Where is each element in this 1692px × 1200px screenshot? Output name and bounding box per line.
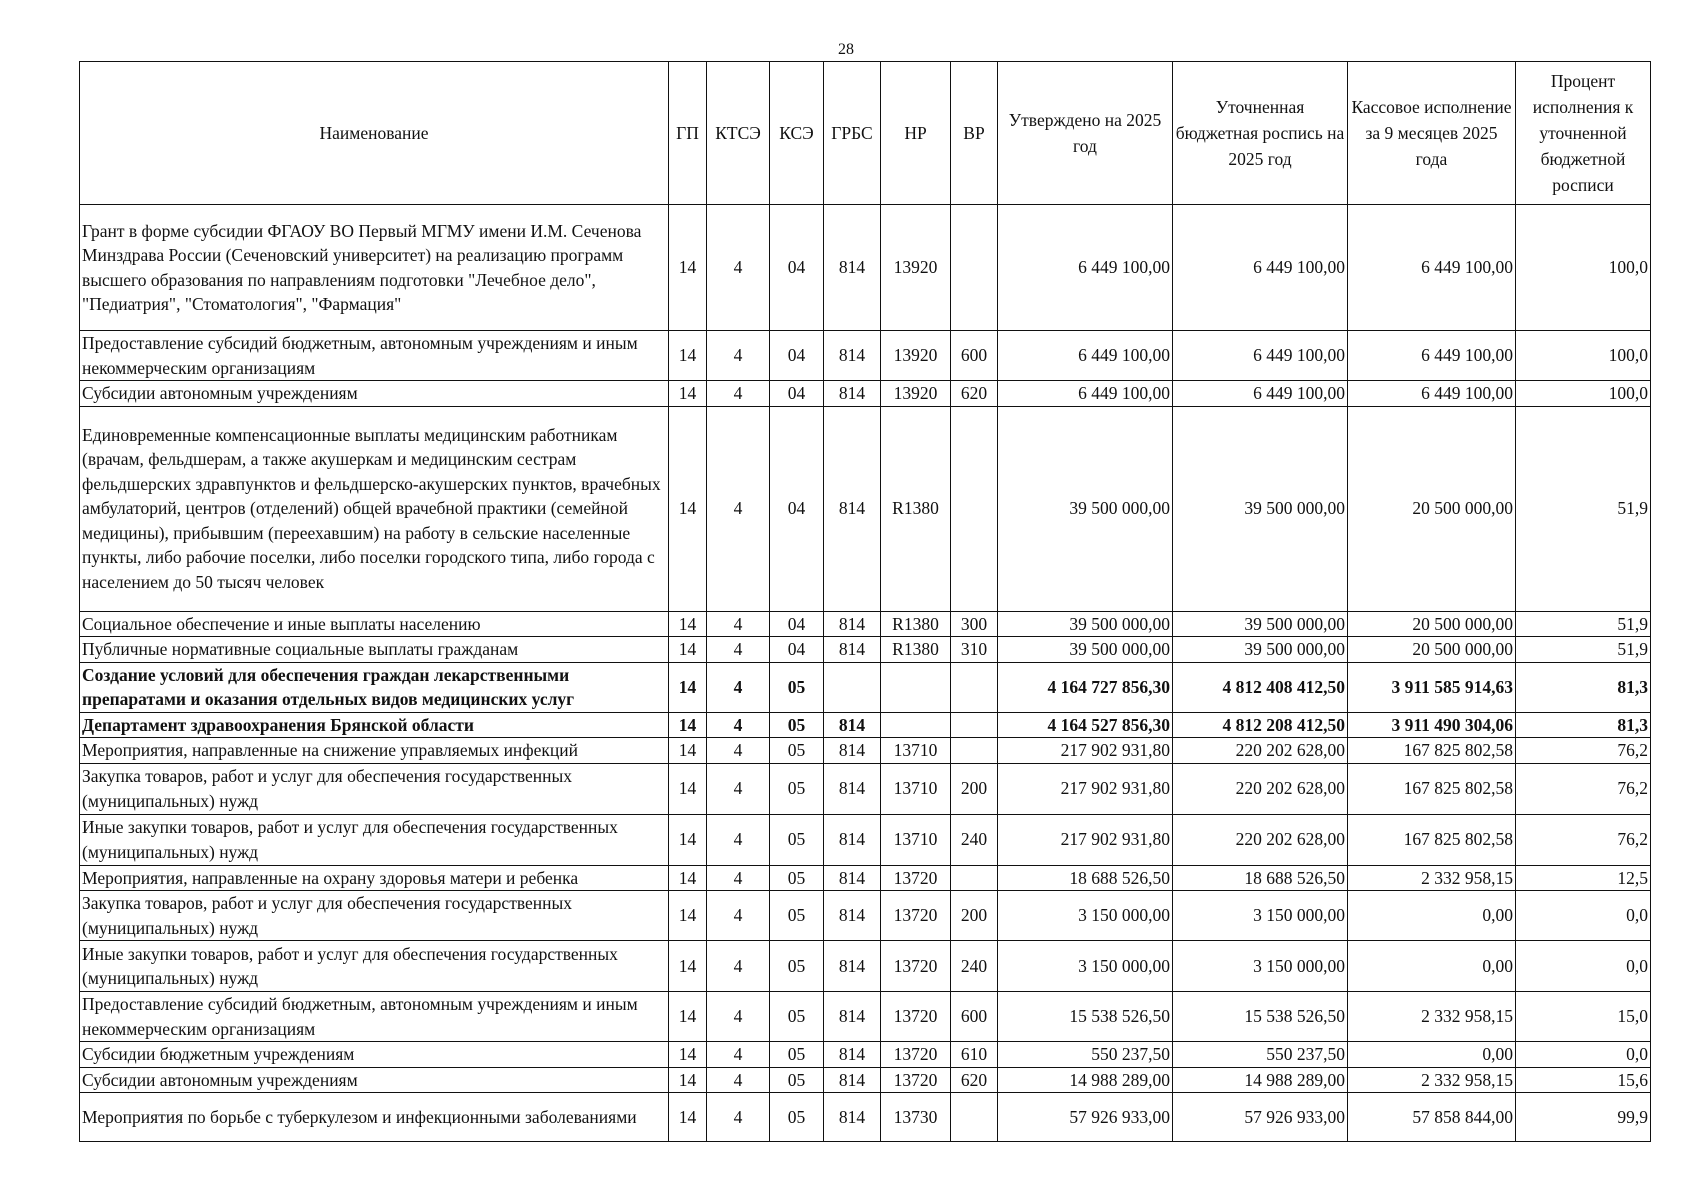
header-grbs: ГРБС bbox=[824, 62, 881, 205]
cell-gp: 14 bbox=[669, 891, 707, 941]
cell-grbs: 814 bbox=[824, 331, 881, 381]
cell-ktse: 4 bbox=[707, 662, 770, 712]
cell-grbs: 814 bbox=[824, 1093, 881, 1142]
cell-approved: 39 500 000,00 bbox=[998, 611, 1173, 637]
cell-percent: 100,0 bbox=[1516, 331, 1651, 381]
cell-np: 13730 bbox=[881, 1093, 951, 1142]
table-row bbox=[80, 814, 1651, 865]
cell-np bbox=[881, 662, 951, 712]
cell-grbs: 814 bbox=[824, 814, 881, 865]
cell-kse: 04 bbox=[770, 205, 824, 331]
cell-np: R1380 bbox=[881, 611, 951, 637]
cell-vr: 620 bbox=[951, 1067, 998, 1093]
cell-ktse: 4 bbox=[707, 1093, 770, 1142]
header-name: Наименование bbox=[80, 62, 669, 205]
table-row bbox=[80, 1093, 1651, 1142]
header-approved: Утверждено на 2025 год bbox=[998, 62, 1173, 205]
cell-vr: 600 bbox=[951, 331, 998, 381]
cell-cash: 3 911 490 304,06 bbox=[1348, 712, 1516, 738]
table-row bbox=[80, 891, 1651, 941]
header-refined: Уточненная бюджетная роспись на 2025 год bbox=[1173, 62, 1348, 205]
cell-name: Грант в форме субсидии ФГАОУ ВО Первый МГМУ имени И.М. Сеченова Минздрава России (Сеченовский университет) на реализацию программ высшего образования по направлениям подготовки "Лечебное дело", "Педиатрия", "Стоматология", "Фармация" bbox=[80, 205, 669, 331]
cell-grbs: 814 bbox=[824, 712, 881, 738]
cell-gp: 14 bbox=[669, 611, 707, 637]
table-row bbox=[80, 738, 1651, 764]
cell-gp: 14 bbox=[669, 712, 707, 738]
cell-cash: 167 825 802,58 bbox=[1348, 763, 1516, 814]
cell-name: Иные закупки товаров, работ и услуг для обеспечения государственных (муниципальных) нужд bbox=[80, 941, 669, 992]
cell-np: R1380 bbox=[881, 637, 951, 663]
cell-name: Предоставление субсидий бюджетным, автономным учреждениям и иным некоммерческим организациям bbox=[80, 992, 669, 1042]
cell-percent: 76,2 bbox=[1516, 738, 1651, 764]
cell-approved: 4 164 727 856,30 bbox=[998, 662, 1173, 712]
table-row bbox=[80, 941, 1651, 992]
cell-gp: 14 bbox=[669, 763, 707, 814]
cell-kse: 05 bbox=[770, 941, 824, 992]
cell-name: Департамент здравоохранения Брянской области bbox=[80, 712, 669, 738]
cell-percent: 0,0 bbox=[1516, 891, 1651, 941]
cell-name: Единовременные компенсационные выплаты медицинским работникам (врачам, фельдшерам, а также акушеркам и медицинским сестрам фельдшерских здравпунктов и фельдшерско-акушерских пунктов, врачебных амбулаторий, центров (отделений) общей врачебной практики (семейной медицины), прибывшим (переехавшим) на работу в сельские населенные пункты, либо рабочие поселки, либо поселки городского типа, либо города с населением до 50 тысяч человек bbox=[80, 406, 669, 611]
cell-vr bbox=[951, 406, 998, 611]
cell-cash: 57 858 844,00 bbox=[1348, 1093, 1516, 1142]
cell-percent: 100,0 bbox=[1516, 381, 1651, 407]
cell-np: 13720 bbox=[881, 1042, 951, 1068]
cell-approved: 217 902 931,80 bbox=[998, 763, 1173, 814]
cell-refined: 550 237,50 bbox=[1173, 1042, 1348, 1068]
cell-ktse: 4 bbox=[707, 205, 770, 331]
cell-name: Мероприятия, направленные на охрану здоровья матери и ребенка bbox=[80, 865, 669, 891]
cell-refined: 18 688 526,50 bbox=[1173, 865, 1348, 891]
cell-cash: 2 332 958,15 bbox=[1348, 1067, 1516, 1093]
cell-ktse: 4 bbox=[707, 381, 770, 407]
cell-np: 13720 bbox=[881, 891, 951, 941]
header-cash: Кассовое исполнение за 9 месяцев 2025 года bbox=[1348, 62, 1516, 205]
cell-approved: 15 538 526,50 bbox=[998, 992, 1173, 1042]
cell-gp: 14 bbox=[669, 205, 707, 331]
cell-vr: 300 bbox=[951, 611, 998, 637]
cell-kse: 05 bbox=[770, 712, 824, 738]
cell-percent: 76,2 bbox=[1516, 814, 1651, 865]
cell-gp: 14 bbox=[669, 992, 707, 1042]
cell-name: Мероприятия по борьбе с туберкулезом и инфекционными заболеваниями bbox=[80, 1093, 669, 1142]
cell-approved: 18 688 526,50 bbox=[998, 865, 1173, 891]
cell-vr: 620 bbox=[951, 381, 998, 407]
cell-gp: 14 bbox=[669, 406, 707, 611]
cell-grbs: 814 bbox=[824, 637, 881, 663]
cell-vr: 610 bbox=[951, 1042, 998, 1068]
cell-approved: 3 150 000,00 bbox=[998, 891, 1173, 941]
table-row bbox=[80, 662, 1651, 712]
cell-kse: 04 bbox=[770, 381, 824, 407]
cell-name: Социальное обеспечение и иные выплаты населению bbox=[80, 611, 669, 637]
table-row bbox=[80, 637, 1651, 663]
cell-gp: 14 bbox=[669, 662, 707, 712]
cell-refined: 3 150 000,00 bbox=[1173, 891, 1348, 941]
cell-approved: 4 164 527 856,30 bbox=[998, 712, 1173, 738]
cell-vr: 240 bbox=[951, 941, 998, 992]
header-percent: Процент исполнения к уточненной бюджетной росписи bbox=[1516, 62, 1651, 205]
cell-kse: 05 bbox=[770, 1067, 824, 1093]
cell-vr bbox=[951, 205, 998, 331]
cell-np bbox=[881, 712, 951, 738]
cell-percent: 15,6 bbox=[1516, 1067, 1651, 1093]
cell-ktse: 4 bbox=[707, 865, 770, 891]
cell-ktse: 4 bbox=[707, 992, 770, 1042]
cell-grbs: 814 bbox=[824, 891, 881, 941]
cell-name: Закупка товаров, работ и услуг для обеспечения государственных (муниципальных) нужд bbox=[80, 891, 669, 941]
cell-refined: 57 926 933,00 bbox=[1173, 1093, 1348, 1142]
cell-refined: 14 988 289,00 bbox=[1173, 1067, 1348, 1093]
cell-grbs: 814 bbox=[824, 1042, 881, 1068]
cell-vr bbox=[951, 1093, 998, 1142]
cell-approved: 550 237,50 bbox=[998, 1042, 1173, 1068]
cell-vr: 240 bbox=[951, 814, 998, 865]
cell-np: 13710 bbox=[881, 738, 951, 764]
cell-kse: 05 bbox=[770, 992, 824, 1042]
cell-cash: 3 911 585 914,63 bbox=[1348, 662, 1516, 712]
cell-np: 13710 bbox=[881, 814, 951, 865]
cell-refined: 39 500 000,00 bbox=[1173, 637, 1348, 663]
table-row bbox=[80, 865, 1651, 891]
cell-gp: 14 bbox=[669, 381, 707, 407]
cell-vr: 310 bbox=[951, 637, 998, 663]
cell-grbs: 814 bbox=[824, 738, 881, 764]
cell-np: R1380 bbox=[881, 406, 951, 611]
cell-vr bbox=[951, 712, 998, 738]
header-gp: ГП bbox=[669, 62, 707, 205]
cell-cash: 6 449 100,00 bbox=[1348, 205, 1516, 331]
cell-np: 13720 bbox=[881, 992, 951, 1042]
cell-cash: 20 500 000,00 bbox=[1348, 406, 1516, 611]
table-row bbox=[80, 406, 1651, 611]
cell-approved: 6 449 100,00 bbox=[998, 205, 1173, 331]
table-row bbox=[80, 611, 1651, 637]
cell-name: Субсидии бюджетным учреждениям bbox=[80, 1042, 669, 1068]
table-row bbox=[80, 205, 1651, 331]
cell-approved: 6 449 100,00 bbox=[998, 331, 1173, 381]
cell-np: 13920 bbox=[881, 381, 951, 407]
cell-cash: 167 825 802,58 bbox=[1348, 814, 1516, 865]
cell-np: 13920 bbox=[881, 331, 951, 381]
cell-percent: 15,0 bbox=[1516, 992, 1651, 1042]
cell-name: Предоставление субсидий бюджетным, автономным учреждениям и иным некоммерческим организациям bbox=[80, 331, 669, 381]
cell-name: Субсидии автономным учреждениям bbox=[80, 381, 669, 407]
cell-refined: 4 812 408 412,50 bbox=[1173, 662, 1348, 712]
cell-vr bbox=[951, 738, 998, 764]
cell-kse: 04 bbox=[770, 406, 824, 611]
cell-cash: 2 332 958,15 bbox=[1348, 992, 1516, 1042]
cell-gp: 14 bbox=[669, 865, 707, 891]
cell-gp: 14 bbox=[669, 1067, 707, 1093]
page-number: 28 bbox=[838, 41, 854, 58]
header-ktse: КТСЭ bbox=[707, 62, 770, 205]
budget-table bbox=[79, 61, 1651, 1142]
table-row bbox=[80, 1042, 1651, 1068]
cell-cash: 0,00 bbox=[1348, 1042, 1516, 1068]
cell-cash: 20 500 000,00 bbox=[1348, 611, 1516, 637]
cell-refined: 39 500 000,00 bbox=[1173, 611, 1348, 637]
cell-vr bbox=[951, 662, 998, 712]
cell-cash: 6 449 100,00 bbox=[1348, 331, 1516, 381]
cell-gp: 14 bbox=[669, 1042, 707, 1068]
cell-name: Закупка товаров, работ и услуг для обеспечения государственных (муниципальных) нужд bbox=[80, 763, 669, 814]
cell-approved: 39 500 000,00 bbox=[998, 637, 1173, 663]
cell-cash: 6 449 100,00 bbox=[1348, 381, 1516, 407]
cell-refined: 4 812 208 412,50 bbox=[1173, 712, 1348, 738]
cell-np: 13920 bbox=[881, 205, 951, 331]
cell-refined: 39 500 000,00 bbox=[1173, 406, 1348, 611]
cell-name: Мероприятия, направленные на снижение управляемых инфекций bbox=[80, 738, 669, 764]
cell-vr: 200 bbox=[951, 763, 998, 814]
cell-grbs: 814 bbox=[824, 611, 881, 637]
cell-kse: 05 bbox=[770, 1093, 824, 1142]
cell-vr bbox=[951, 865, 998, 891]
cell-grbs: 814 bbox=[824, 406, 881, 611]
cell-refined: 3 150 000,00 bbox=[1173, 941, 1348, 992]
cell-kse: 05 bbox=[770, 814, 824, 865]
cell-refined: 6 449 100,00 bbox=[1173, 331, 1348, 381]
cell-cash: 0,00 bbox=[1348, 891, 1516, 941]
cell-cash: 2 332 958,15 bbox=[1348, 865, 1516, 891]
table-row bbox=[80, 712, 1651, 738]
cell-ktse: 4 bbox=[707, 406, 770, 611]
cell-grbs: 814 bbox=[824, 941, 881, 992]
cell-kse: 04 bbox=[770, 611, 824, 637]
cell-kse: 04 bbox=[770, 331, 824, 381]
cell-np: 13720 bbox=[881, 1067, 951, 1093]
cell-refined: 15 538 526,50 bbox=[1173, 992, 1348, 1042]
cell-kse: 05 bbox=[770, 891, 824, 941]
cell-grbs: 814 bbox=[824, 205, 881, 331]
cell-percent: 0,0 bbox=[1516, 1042, 1651, 1068]
table-body bbox=[80, 205, 1651, 1142]
cell-kse: 05 bbox=[770, 662, 824, 712]
cell-approved: 6 449 100,00 bbox=[998, 381, 1173, 407]
table-row bbox=[80, 331, 1651, 381]
cell-ktse: 4 bbox=[707, 1067, 770, 1093]
cell-ktse: 4 bbox=[707, 712, 770, 738]
header-kse: КСЭ bbox=[770, 62, 824, 205]
header-vr: ВР bbox=[951, 62, 998, 205]
cell-ktse: 4 bbox=[707, 611, 770, 637]
table-row bbox=[80, 1067, 1651, 1093]
cell-name: Субсидии автономным учреждениям bbox=[80, 1067, 669, 1093]
cell-grbs: 814 bbox=[824, 763, 881, 814]
cell-percent: 51,9 bbox=[1516, 611, 1651, 637]
table-row bbox=[80, 763, 1651, 814]
cell-refined: 220 202 628,00 bbox=[1173, 763, 1348, 814]
cell-percent: 100,0 bbox=[1516, 205, 1651, 331]
cell-ktse: 4 bbox=[707, 1042, 770, 1068]
cell-ktse: 4 bbox=[707, 814, 770, 865]
cell-gp: 14 bbox=[669, 637, 707, 663]
cell-percent: 81,3 bbox=[1516, 712, 1651, 738]
cell-kse: 05 bbox=[770, 738, 824, 764]
cell-approved: 14 988 289,00 bbox=[998, 1067, 1173, 1093]
cell-ktse: 4 bbox=[707, 763, 770, 814]
cell-percent: 51,9 bbox=[1516, 406, 1651, 611]
header-np: НР bbox=[881, 62, 951, 205]
cell-name: Иные закупки товаров, работ и услуг для обеспечения государственных (муниципальных) нужд bbox=[80, 814, 669, 865]
cell-gp: 14 bbox=[669, 941, 707, 992]
cell-gp: 14 bbox=[669, 331, 707, 381]
cell-ktse: 4 bbox=[707, 738, 770, 764]
table-header-row bbox=[80, 62, 1651, 205]
cell-gp: 14 bbox=[669, 738, 707, 764]
cell-approved: 217 902 931,80 bbox=[998, 738, 1173, 764]
cell-percent: 81,3 bbox=[1516, 662, 1651, 712]
cell-approved: 57 926 933,00 bbox=[998, 1093, 1173, 1142]
cell-refined: 220 202 628,00 bbox=[1173, 814, 1348, 865]
cell-np: 13720 bbox=[881, 865, 951, 891]
cell-percent: 12,5 bbox=[1516, 865, 1651, 891]
cell-name: Публичные нормативные социальные выплаты гражданам bbox=[80, 637, 669, 663]
table-row bbox=[80, 992, 1651, 1042]
table-row bbox=[80, 381, 1651, 407]
cell-cash: 20 500 000,00 bbox=[1348, 637, 1516, 663]
cell-kse: 05 bbox=[770, 1042, 824, 1068]
cell-ktse: 4 bbox=[707, 331, 770, 381]
cell-percent: 99,9 bbox=[1516, 1093, 1651, 1142]
cell-refined: 220 202 628,00 bbox=[1173, 738, 1348, 764]
cell-np: 13710 bbox=[881, 763, 951, 814]
cell-vr: 600 bbox=[951, 992, 998, 1042]
cell-name: Создание условий для обеспечения граждан лекарственными препаратами и оказания отдельных видов медицинских услуг bbox=[80, 662, 669, 712]
cell-refined: 6 449 100,00 bbox=[1173, 381, 1348, 407]
cell-vr: 200 bbox=[951, 891, 998, 941]
cell-gp: 14 bbox=[669, 1093, 707, 1142]
cell-approved: 39 500 000,00 bbox=[998, 406, 1173, 611]
cell-kse: 05 bbox=[770, 763, 824, 814]
cell-gp: 14 bbox=[669, 814, 707, 865]
cell-grbs: 814 bbox=[824, 992, 881, 1042]
cell-percent: 51,9 bbox=[1516, 637, 1651, 663]
cell-grbs: 814 bbox=[824, 381, 881, 407]
cell-ktse: 4 bbox=[707, 941, 770, 992]
cell-kse: 05 bbox=[770, 865, 824, 891]
cell-approved: 3 150 000,00 bbox=[998, 941, 1173, 992]
cell-np: 13720 bbox=[881, 941, 951, 992]
cell-grbs bbox=[824, 662, 881, 712]
cell-refined: 6 449 100,00 bbox=[1173, 205, 1348, 331]
cell-grbs: 814 bbox=[824, 1067, 881, 1093]
cell-ktse: 4 bbox=[707, 637, 770, 663]
cell-percent: 0,0 bbox=[1516, 941, 1651, 992]
cell-approved: 217 902 931,80 bbox=[998, 814, 1173, 865]
cell-grbs: 814 bbox=[824, 865, 881, 891]
cell-cash: 167 825 802,58 bbox=[1348, 738, 1516, 764]
cell-percent: 76,2 bbox=[1516, 763, 1651, 814]
cell-kse: 04 bbox=[770, 637, 824, 663]
cell-ktse: 4 bbox=[707, 891, 770, 941]
cell-cash: 0,00 bbox=[1348, 941, 1516, 992]
